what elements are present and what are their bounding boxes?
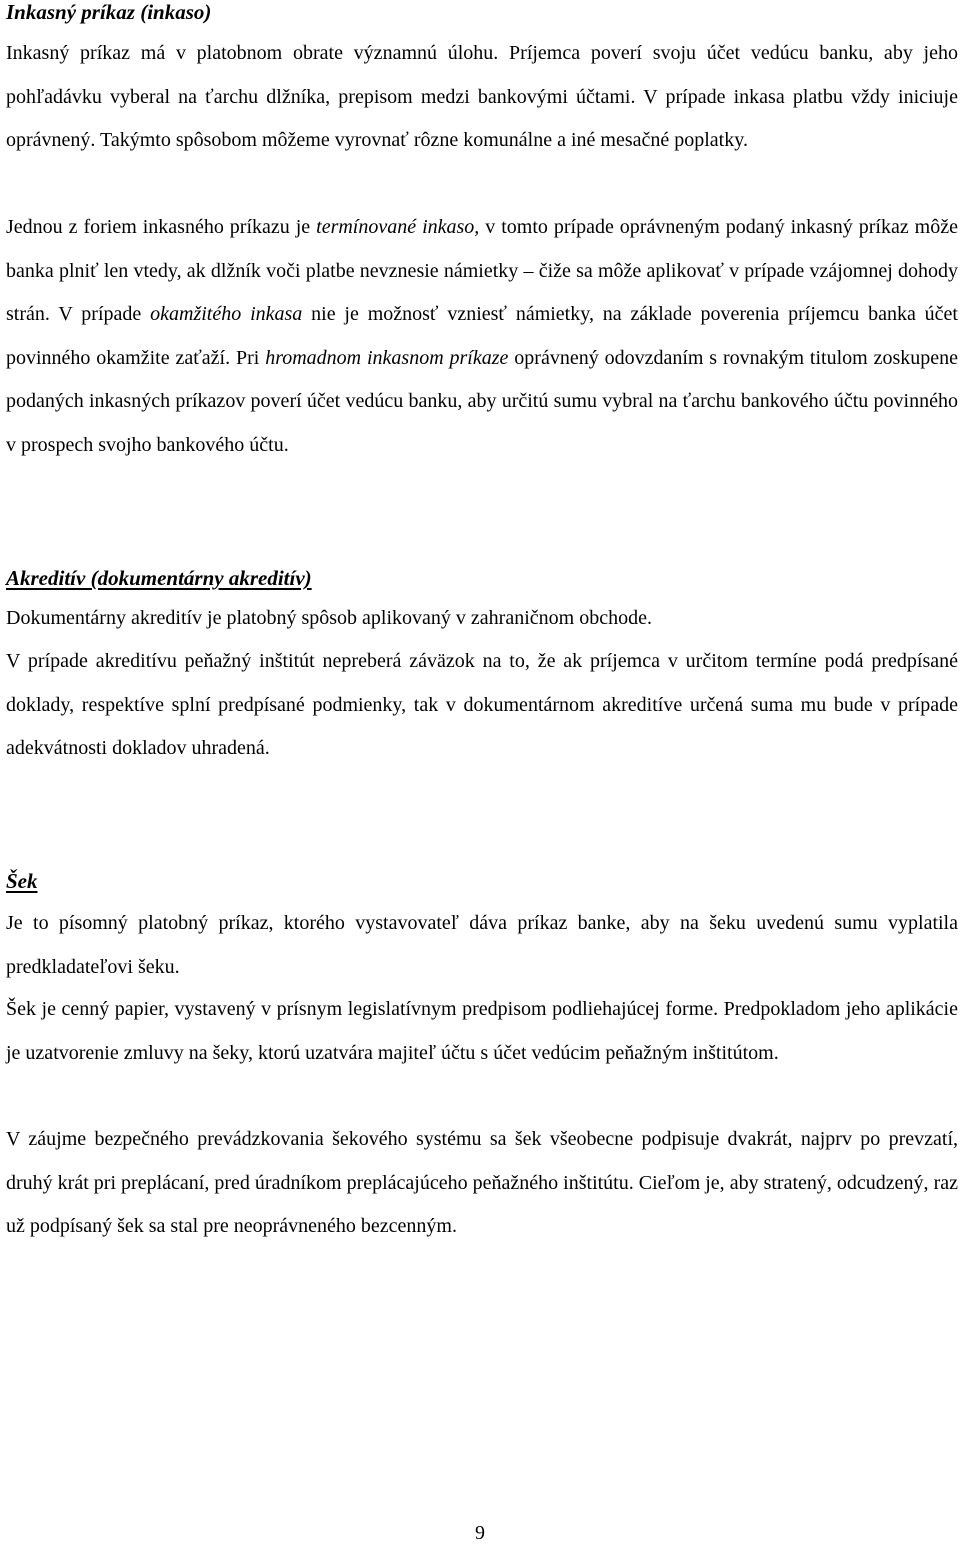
text-run: Jednou z foriem inkasného príkazu je <box>6 216 317 238</box>
text-run: Dokumentárny akreditív je platobný spôsob aplikovaný v zahraničnom obchode. <box>6 607 652 629</box>
text-run: V prípade akreditívu peňažný inštitút nepreberá záväzok na to, že ak príjemca v určitom termíne podá predpísané doklady, respektíve splní predpísané podmienky, tak v dokumentárnom akreditíve určená suma mu bude v prípade adekvátnosti dokladov uhradená. <box>6 650 958 759</box>
paragraph <box>6 902 958 989</box>
italic-term: hromadnom inkasnom príkaze <box>265 346 509 369</box>
italic-term: okamžitého inkasa <box>150 303 303 325</box>
section-heading-akreditiv: Akreditív (dokumentárny akreditív) <box>6 566 312 590</box>
text-run: v tomto prípade oprávneným podaný inkasný príkaz môže banka plniť len vtedy, ak dlžník voči platbe nevznesie námietky – čiže sa môže aplikovať v prípade vzájomnej dohody strán. V prípade <box>6 216 958 325</box>
section-heading-inkaso: Inkasný príkaz (inkaso) <box>6 0 212 24</box>
section-heading-sek: Šek <box>6 869 38 893</box>
page-number: 9 <box>475 1522 485 1544</box>
text-run: Inkasný príkaz má v platobnom obrate významnú úlohu. Príjemca poverí svoju účet vedúcu banku, aby jeho pohľadávku vyberal na ťarchu dlžníka, prepisom medzi bankovými účtami. V prípade inkasa platbu vždy iniciuje oprávnený. Takýmto spôsobom môžeme vyrovnať rôzne komunálne a iné mesačné poplatky. <box>6 42 958 151</box>
paragraph <box>6 1118 958 1249</box>
text-run: Šek je cenný papier, vystavený v prísnym legislatívnym predpisom podliehajúcej forme. Predpokladom jeho aplikácie je uzatvorenie zmluvy na šeky, ktorú uzatvára majiteľ účtu s účet vedúcim peňažným inštitútom. <box>6 998 958 1064</box>
text-run: oprávnený odovzdaním s rovnakým titulom zoskupene podaných inkasných príkazov poverí účet vedúcu banku, aby určitú sumu vybral na ťarchu bankového účtu povinného v prospech svojho bankového účtu. <box>6 346 959 456</box>
italic-term: termínované inkaso, <box>316 216 480 238</box>
paragraph <box>6 32 958 163</box>
paragraph <box>6 206 958 467</box>
text-run: nie je možnosť vzniesť námietky, na základe poverenia príjemcu banka účet povinného okamžite zaťaží. Pri <box>6 303 958 369</box>
paragraph <box>6 988 958 1075</box>
paragraph <box>6 597 958 641</box>
paragraph <box>6 640 958 771</box>
text-run: Je to písomný platobný príkaz, ktorého vystavovateľ dáva príkaz banke, aby na šeku uvedenú sumu vyplatila predkladateľovi šeku. <box>6 912 958 978</box>
text-run: V záujme bezpečného prevádzkovania šekového systému sa šek všeobecne podpisuje dvakrát, najprv po prevzatí, druhý krát pri preplácaní, pred úradníkom preplácajúceho peňažného inštitútu. Cieľom je, aby stratený, odcudzený, raz už podpísaný šek sa stal pre neoprávneného bezcenným. <box>6 1128 958 1237</box>
